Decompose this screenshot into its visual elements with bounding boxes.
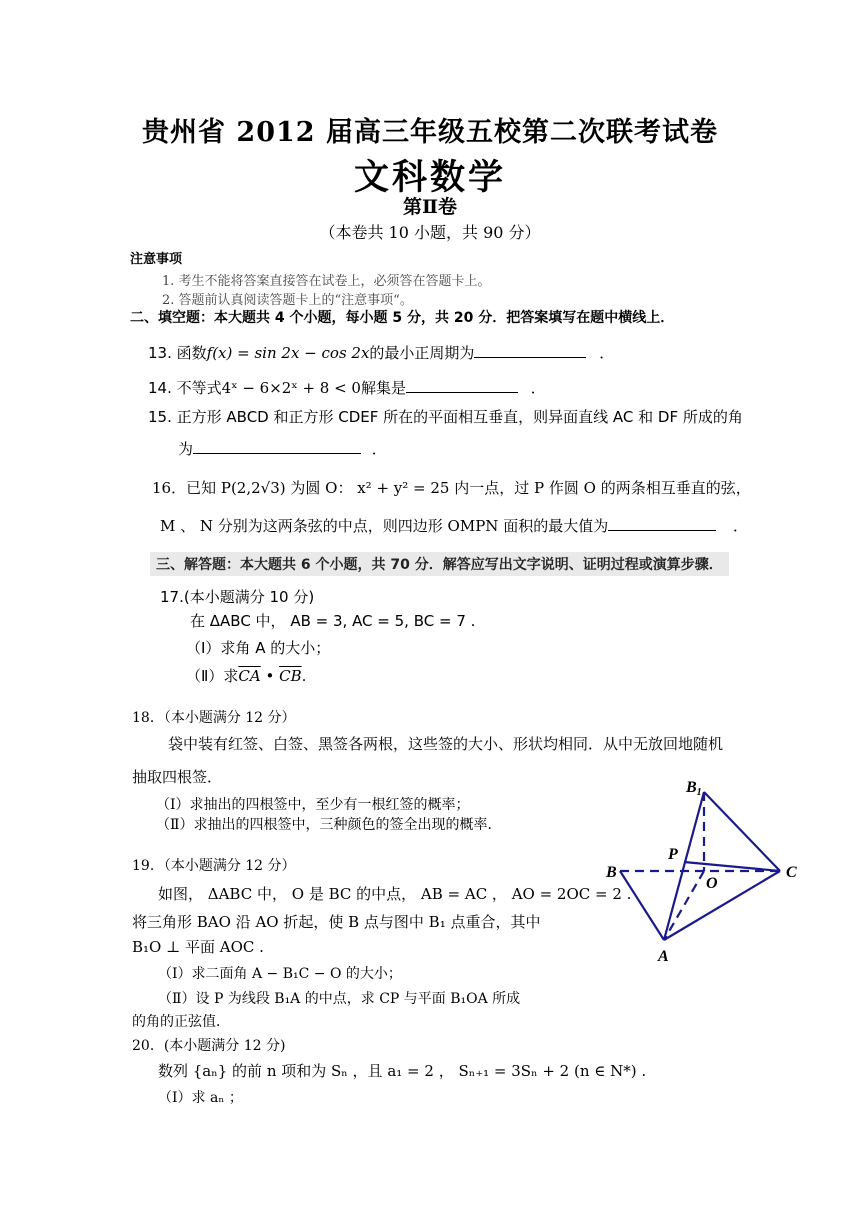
section-2-heading: 二、填空题：本大题共 4 个小题，每小题 5 分，共 20 分．把答案填写在题中横线上． bbox=[130, 310, 675, 326]
q14-answer-blank[interactable] bbox=[406, 378, 518, 393]
q15-line-2: 为 bbox=[178, 440, 194, 458]
pyramid-figure bbox=[600, 770, 810, 970]
question-19-header: 19．（本小题满分 12 分） bbox=[132, 858, 296, 874]
edge-o-a-dashed bbox=[664, 871, 704, 940]
question-17-header bbox=[160, 586, 314, 607]
q19-line-2: 将三角形 BAO 沿 AO 折起，使 B 点与图中 B₁ 点重合，其中 bbox=[132, 913, 541, 931]
label-c: C bbox=[786, 864, 797, 881]
notice-heading: 注意事项 bbox=[130, 252, 183, 267]
edge-b-a bbox=[620, 871, 664, 940]
edge-b1-a bbox=[664, 792, 704, 940]
q13-number: 13. bbox=[148, 344, 172, 362]
label-a: A bbox=[658, 948, 669, 965]
q17-score: (本小题满分 10 分) bbox=[183, 588, 315, 606]
q14-number: 14. bbox=[148, 379, 172, 397]
q17-given: 在 ΔABC 中， AB = 3, AC = 5, BC = 7 . bbox=[190, 612, 476, 630]
q17-number: 17. bbox=[160, 588, 184, 606]
q19-line-3: B₁O ⊥ 平面 AOC . bbox=[132, 938, 264, 956]
q17-p2-end: . bbox=[301, 667, 307, 685]
q15-end: ． bbox=[371, 440, 387, 458]
q15-answer-blank[interactable] bbox=[193, 439, 361, 454]
question-14 bbox=[148, 377, 546, 398]
q16-end: ． bbox=[732, 517, 748, 535]
label-b: B bbox=[606, 864, 617, 881]
q17-p2-pre: （Ⅱ）求 bbox=[186, 667, 239, 685]
q19-part-2a: （Ⅱ）设 P 为线段 B₁A 的中点，求 CP 与平面 B₁OA 所成 bbox=[158, 991, 521, 1007]
q14-pre: 不等式 bbox=[176, 379, 222, 397]
edge-b1-c bbox=[704, 792, 780, 871]
q20-line-1: 数列 {aₙ} 的前 n 项和为 Sₙ ，且 a₁ = 2 ， Sₙ₊₁ = 3Sₙ + 2 (n ∈ N*) . bbox=[158, 1062, 647, 1080]
q19-part-2b: 的角的正弦值． bbox=[132, 1014, 230, 1030]
q14-end: ． bbox=[530, 379, 546, 397]
q13-pre: 函数 bbox=[176, 344, 207, 362]
edge-a-c bbox=[664, 871, 780, 940]
edge-p-c bbox=[684, 862, 780, 871]
question-20-header: 20．(本小题满分 12 分) bbox=[132, 1038, 286, 1054]
section-3-heading: 三、解答题：本大题共 6 个小题，共 70 分．解答应写出文字说明、证明过程或演算步骤． bbox=[150, 552, 729, 576]
q13-post: 的最小正周期为 bbox=[369, 344, 475, 362]
q14-expr: 4ˣ − 6×2ˣ + 8 < 0 bbox=[221, 379, 361, 397]
question-18-header: 18．（本小题满分 12 分） bbox=[132, 710, 296, 726]
question-15 bbox=[148, 406, 743, 427]
exam-title: 贵州省 2012 届高三年级五校第二次联考试卷 bbox=[142, 117, 718, 148]
question-15-cont bbox=[178, 438, 387, 459]
label-p: P bbox=[668, 846, 678, 863]
q19-part-1: （Ⅰ）求二面角 A − B₁C − O 的大小； bbox=[158, 966, 402, 982]
q16-line-2: M 、 N 分别为这两条弦的中点，则四边形 OMPN 面积的最大值为 bbox=[160, 517, 609, 535]
q17-dot: • bbox=[260, 667, 280, 685]
question-16-line-1: 16．已知 P(2,2√3) 为圆 O： x² + y² = 25 内一点，过 P 作圆 O 的两条相互垂直的弦， bbox=[152, 479, 751, 497]
volume-note: （本卷共 10 小题，共 90 分） bbox=[319, 223, 541, 242]
question-16-line-2 bbox=[160, 515, 748, 536]
q15-number: 15. bbox=[148, 408, 172, 426]
volume-title: 第Ⅱ卷 bbox=[402, 196, 457, 218]
q19-line-1: 如图， ΔABC 中， O 是 BC 的中点， AB = AC ， AO = 2OC = 2 . bbox=[158, 885, 632, 903]
notice-item-1: 1. 考生不能将答案直接答在试卷上，必须答在答题卡上。 bbox=[162, 274, 491, 289]
q18-line-2: 抽取四根签． bbox=[132, 768, 223, 786]
q17-vector-cb: $\overline{CB}$ bbox=[279, 667, 302, 685]
q18-part-1: （Ⅰ）求抽出的四根签中，至少有一根红签的概率； bbox=[156, 797, 470, 813]
label-b1: B1 bbox=[686, 779, 702, 798]
q17-vector-ca: $\overline{CA}$ bbox=[238, 667, 261, 685]
q16-answer-blank[interactable] bbox=[608, 516, 716, 531]
question-13 bbox=[148, 342, 614, 363]
q13-expr: f(x) = sin 2x − cos 2x bbox=[206, 344, 370, 362]
notice-item-2: 2. 答题前认真阅读答题卡上的“注意事项“。 bbox=[162, 293, 413, 308]
q17-part-2 bbox=[186, 665, 306, 686]
q15-line-1: 正方形 ABCD 和正方形 CDEF 所在的平面相互垂直，则异面直线 AC 和 DF 所成的角 bbox=[176, 408, 743, 426]
subject-title: 文科数学 bbox=[353, 157, 506, 198]
q18-part-2: （Ⅱ）求抽出的四根签中，三种颜色的签全出现的概率． bbox=[156, 817, 502, 833]
q17-part-1: （Ⅰ）求角 A 的大小； bbox=[186, 639, 331, 657]
q13-end: ． bbox=[599, 344, 615, 362]
q13-answer-blank[interactable] bbox=[474, 343, 586, 358]
label-o: O bbox=[706, 875, 718, 892]
q18-line-1: 袋中装有红签、白签、黑签各两根，这些签的大小、形状均相同．从中无放回地随机 bbox=[168, 735, 724, 753]
q14-post: 解集是 bbox=[360, 379, 406, 397]
q20-part-1: （Ⅰ）求 aₙ ； bbox=[158, 1090, 243, 1106]
